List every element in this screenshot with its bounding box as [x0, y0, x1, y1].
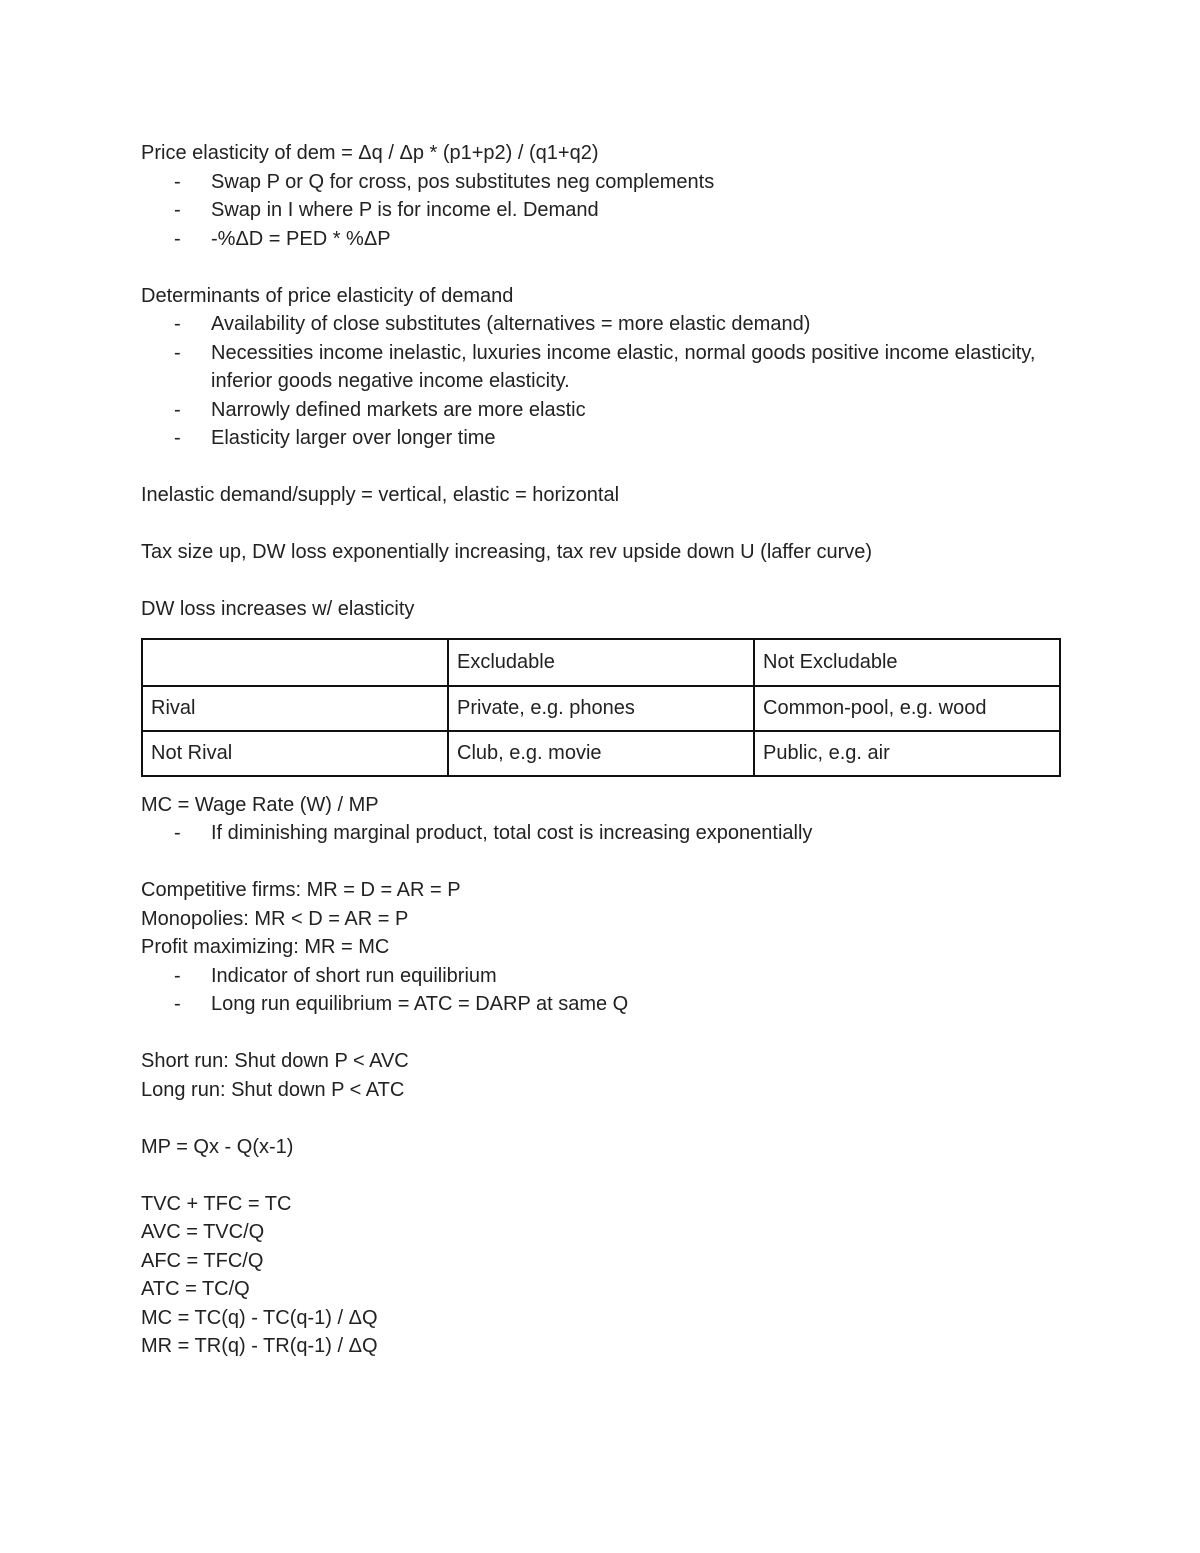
list-item-text: Indicator of short run equilibrium — [211, 964, 497, 987]
monopolies-line: Monopolies: MR < D = AR = P — [141, 907, 409, 930]
formula-line: TVC + TFC = TC — [141, 1192, 292, 1215]
formula-line: MC = TC(q) - TC(q-1) / ΔQ — [141, 1306, 378, 1329]
dw-loss-note: DW loss increases w/ elasticity — [141, 598, 415, 620]
spacer — [141, 1104, 1061, 1133]
table-cell: Rival — [142, 686, 448, 731]
goods-classification-table — [141, 638, 1061, 777]
bullet-dash: - — [174, 313, 181, 335]
table-header-row — [142, 639, 1060, 686]
formula-line: AFC = TFC/Q — [141, 1249, 264, 1272]
spacer — [141, 848, 1061, 877]
spacer — [141, 567, 1061, 596]
bullet-dash: - — [174, 227, 181, 250]
list-item-text: Necessities income inelastic, luxuries income elastic, normal goods positive income elasticity, inferior goods negative income elasticity. — [211, 341, 1036, 392]
profit-maximizing-line: Profit maximizing: MR = MC — [141, 936, 390, 958]
list-item — [141, 424, 1061, 453]
bullet-dash: - — [174, 341, 181, 364]
table-cell: Club, e.g. movie — [448, 731, 754, 776]
list-item-text: Narrowly defined markets are more elastic — [211, 398, 586, 421]
formula-line: ATC = TC/Q — [141, 1278, 250, 1300]
list-item — [141, 196, 1061, 225]
table-cell: Common-pool, e.g. wood — [754, 686, 1060, 731]
short-run-shutdown: Short run: Shut down P < AVC — [141, 1050, 409, 1072]
bullet-dash: - — [174, 993, 181, 1015]
list-item-text: Swap in I where P is for income el. Demand — [211, 199, 599, 221]
long-run-shutdown: Long run: Shut down P < ATC — [141, 1078, 405, 1101]
table-cell — [142, 639, 448, 686]
list-item-text: Elasticity larger over longer time — [211, 427, 496, 449]
list-item — [141, 819, 1061, 848]
bullet-dash: - — [174, 398, 181, 421]
spacer — [141, 453, 1061, 482]
formula-line: MR = TR(q) - TR(q-1) / ΔQ — [141, 1335, 378, 1357]
bullet-dash: - — [174, 170, 181, 193]
determinants-heading: Determinants of price elasticity of demand — [141, 284, 514, 307]
list-item-text: Swap P or Q for cross, pos substitutes neg complements — [211, 170, 715, 193]
spacer — [141, 1019, 1061, 1048]
spacer — [141, 253, 1061, 282]
list-item-text: -%ΔD = PED * %ΔP — [211, 227, 391, 250]
bullet-dash: - — [174, 822, 181, 844]
inelastic-note: Inelastic demand/supply = vertical, elastic = horizontal — [141, 484, 620, 506]
table-row — [142, 731, 1060, 776]
mc-wage-formula: MC = Wage Rate (W) / MP — [141, 793, 379, 816]
table-row — [142, 686, 1060, 731]
list-item — [141, 310, 1061, 339]
bullet-dash: - — [174, 964, 181, 987]
price-elasticity-formula: Price elasticity of dem = Δq / Δp * (p1+p2) / (q1+q2) — [141, 142, 599, 164]
list-item-text: Long run equilibrium = ATC = DARP at same Q — [211, 993, 629, 1015]
table-cell: Not Rival — [142, 731, 448, 776]
list-item — [141, 990, 1061, 1019]
document-body — [141, 139, 1061, 1361]
formula-line: AVC = TVC/Q — [141, 1221, 265, 1243]
bullet-dash: - — [174, 199, 181, 221]
competitive-firms-line: Competitive firms: MR = D = AR = P — [141, 879, 461, 901]
spacer — [141, 510, 1061, 539]
list-item-text: Availability of close substitutes (alternatives = more elastic demand) — [211, 313, 811, 335]
table-cell: Not Excludable — [754, 639, 1060, 686]
spacer — [141, 1161, 1061, 1190]
list-item — [141, 396, 1061, 425]
table-cell: Private, e.g. phones — [448, 686, 754, 731]
list-item-text: If diminishing marginal product, total cost is increasing exponentially — [211, 822, 813, 844]
bullet-dash: - — [174, 427, 181, 449]
list-item — [141, 962, 1061, 991]
mp-formula: MP = Qx - Q(x-1) — [141, 1135, 294, 1158]
table-cell: Excludable — [448, 639, 754, 686]
list-item — [141, 168, 1061, 197]
list-item — [141, 225, 1061, 254]
tax-note: Tax size up, DW loss exponentially increasing, tax rev upside down U (laffer curve) — [141, 541, 873, 563]
list-item — [141, 339, 1061, 396]
table-cell: Public, e.g. air — [754, 731, 1060, 776]
